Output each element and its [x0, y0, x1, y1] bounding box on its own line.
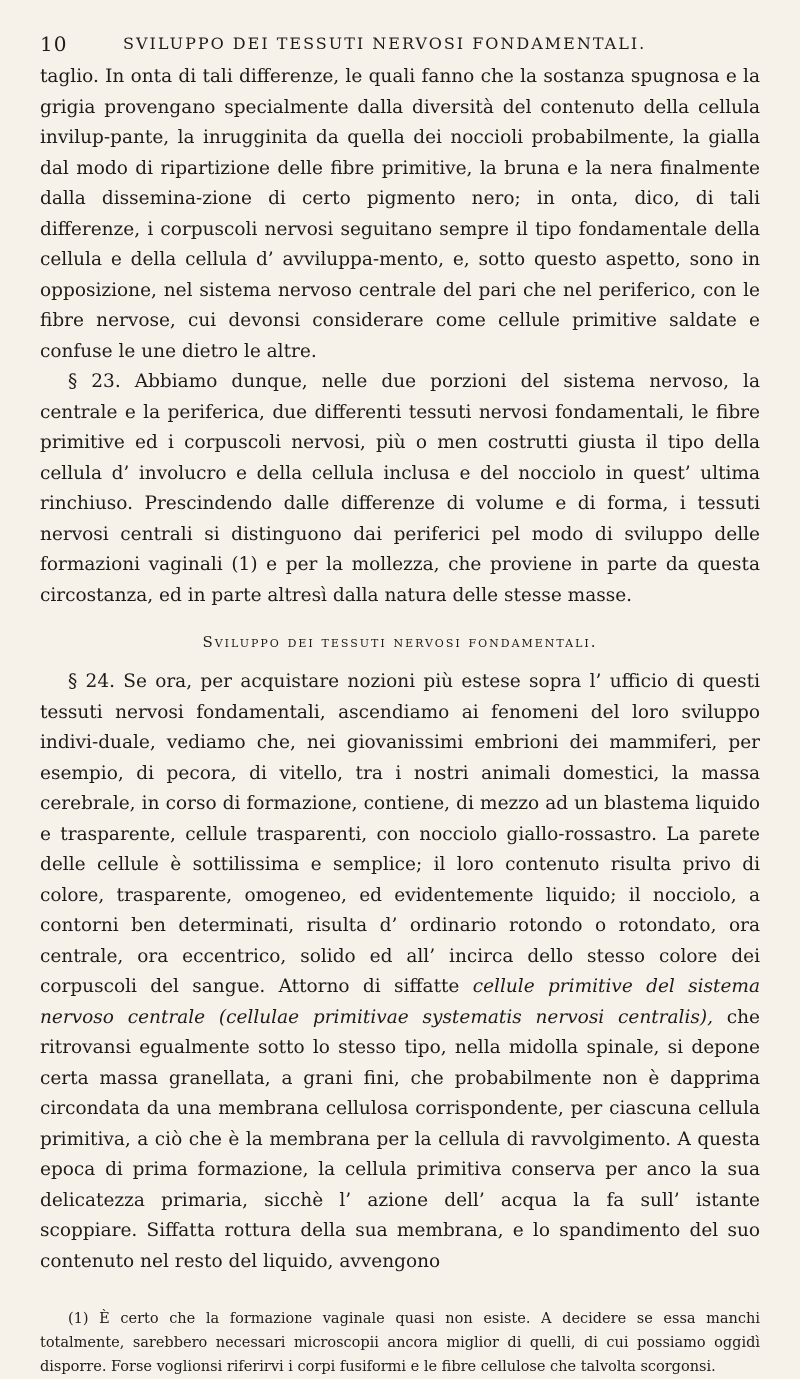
paragraph-section-24-start: § 24. Se ora, per acquistare nozioni più estese sopra l’ ufficio di questi tessuti nervosi fondamentali, ascendiamo ai fenomeni del loro sviluppo indivi-duale, vediamo che, nei giovanissimi embrioni dei mammiferi, per esempio, di pecora, di vitello, tra i nostri animali domestici, la massa cerebrale, in corso di formazione, contiene, di mezzo ad un blastema liquido e trasparente, cellule trasparenti, con nocciolo giallo-rossastro. La parete delle cellule è sottilissima e semplice; il loro contenuto risulta privo di colore, trasparente, omogeneo, ed evidentemente liquido; il nocciolo, a contorni ben determinati, risulta d’ ordinario rotondo o rotondato, ora centrale, ora eccentrico, solido ed all’ incirca dello stesso colore dei corpuscoli del sangue. Attorno di siffatte: [40, 671, 760, 997]
italic-term: cellule primitive del sistema nervoso centrale (cellulae primitivae systematis nervosi centralis),: [40, 976, 760, 1028]
running-head: [40, 22, 760, 62]
paragraph-section-24-end: che ritrovansi egualmente sotto lo stesso tipo, nella midolla spinale, si depone certa massa granellata, a grani fini, che probabilmente non è dapprima circondata da una membrana cellulosa corrispondente, per ciascuna cellula primitiva, a ciò che è la membrana per la cellula di ravvolgimento. A questa epoca di prima formazione, la cellula primitiva conserva per anco la sua delicatezza primaria, sicchè l’ azione dell’ acqua la fa sull’ istante scoppiare. Siffatta rottura della sua membrana, e lo spandimento del suo contenuto nel resto del liquido, avvengono: [40, 1006, 760, 1272]
paragraph-section-23: § 23. Abbiamo dunque, nelle due porzioni del sistema nervoso, la centrale e la periferica, due differenti tessuti nervosi fondamentali, le fibre primitive ed i corpuscoli nervosi, più o men costrutti giusta il tipo della cellula d’ involucro e della cellula inclusa e del nocciolo in quest’ ultima rinchiuso. Prescindendo dalle differenze di volume e di forma, i tessuti nervosi centrali si distinguono dai periferici pel modo di sviluppo delle formazioni vaginali (1) e per la mollezza, che proviene in parte da questa circostanza, ed in parte altresì dalla natura delle stesse masse.: [40, 371, 760, 606]
page-number: 10: [40, 32, 68, 56]
footnote-1: (1) È certo che la formazione vaginale quasi non esiste. A decidere se essa manchi totalmente, sarebbero necessari microscopii ancora miglior di quelli, di cui possiamo oggidì disporre. Forse voglionsi riferirvi i corpi fusiformi e le fibre cellulose che talvolta scorgonsi.: [40, 1311, 760, 1375]
section-heading: Sviluppo dei tessuti nervosi fondamentali.: [202, 633, 598, 651]
body-text: [40, 62, 760, 1277]
header-title: SVILUPPO DEI TESSUTI NERVOSI FONDAMENTALI.: [123, 34, 647, 53]
paragraph-continuation: taglio. In onta di tali differenze, le quali fanno che la sostanza spugnosa e la grigia provengano specialmente dalla diversità del contenuto della cellula invilup-pante, la inrugginita da quella dei noccioli probabilmente, la gialla dal modo di ripartizione delle fibre primitive, la bruna e la nera finalmente dalla dissemina-zione di certo pigmento nero; in onta, dico, di tali differenze, i corpuscoli nervosi seguitano sempre il tipo fondamentale della cellula e della cellula d’ avviluppa-mento, e, sotto questo aspetto, sono in opposizione, nel sistema nervoso centrale del pari che nel periferico, con le fibre nervose, cui devonsi considerare come cellule primitive saldate e confuse le une dietro le altre.: [40, 66, 760, 362]
book-page: [40, 22, 760, 1379]
paragraph-section-24: [40, 667, 760, 1277]
footnotes: [40, 1307, 760, 1379]
